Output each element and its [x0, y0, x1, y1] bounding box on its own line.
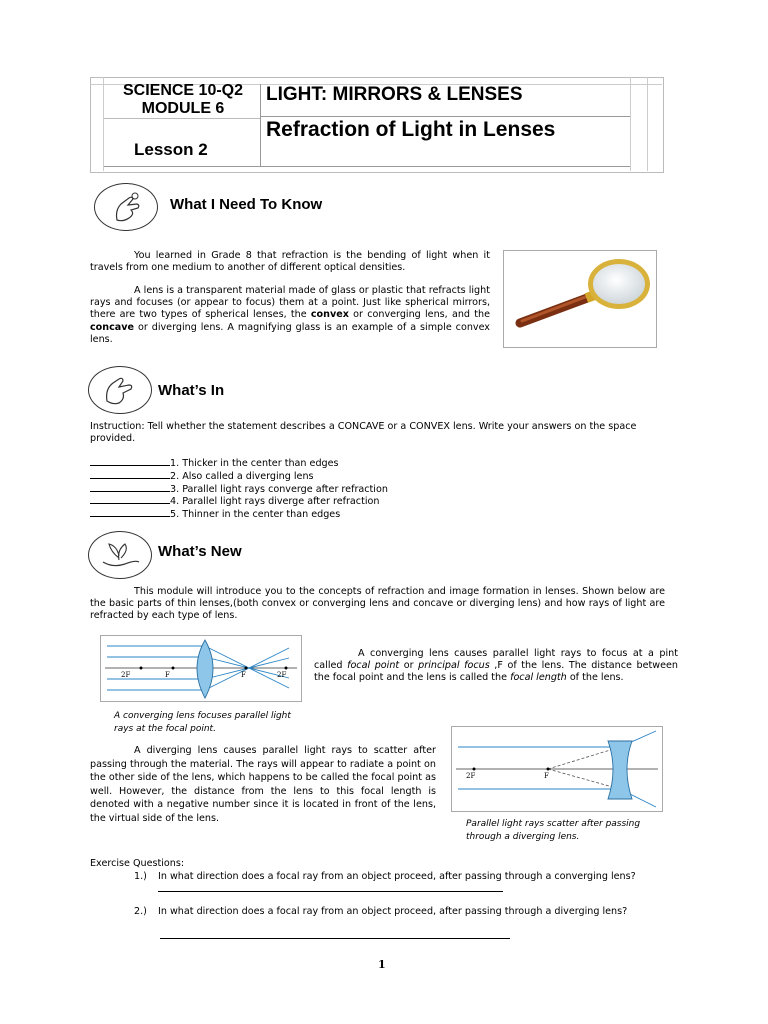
diverging-lens-caption: Parallel light rays scatter after passing through a diverging lens. — [466, 819, 641, 842]
need-to-know-paragraph-2 — [90, 285, 490, 346]
converging-lens-diagram — [100, 635, 302, 702]
header-rule — [630, 77, 631, 171]
lesson-label: Lesson 2 — [134, 140, 208, 159]
header-rule — [647, 77, 648, 171]
term-focal-length: focal length — [510, 672, 567, 684]
two-f-label: 2F — [466, 772, 476, 780]
question-2-answer-line[interactable] — [160, 938, 510, 939]
list-item — [90, 495, 510, 508]
two-f-label: 2F — [121, 671, 131, 679]
hand-icon — [88, 366, 152, 414]
header-divider — [104, 118, 260, 119]
answer-list — [90, 457, 510, 521]
text-run: A converging lens causes parallel light rays to focus at a pint called — [314, 648, 678, 672]
section-title-need-to-know: What I Need To Know — [170, 196, 323, 213]
converging-lens-caption: A converging lens focuses parallel light rays at the focal point. — [114, 711, 291, 734]
pointing-hand-icon — [94, 183, 158, 231]
term-principal-focus: principal focus — [418, 660, 490, 672]
f-label: F — [165, 671, 170, 679]
item-text: 2. Also called a diverging lens — [170, 470, 314, 482]
header-rule — [103, 77, 104, 171]
question-1-answer-line[interactable] — [158, 891, 503, 892]
exercise-title: Exercise Questions: — [90, 858, 185, 869]
item-text: 1. Thicker in the center than edges — [170, 458, 339, 469]
header-divider — [260, 116, 630, 117]
plant-hand-icon — [88, 531, 152, 579]
diverging-lens-diagram — [451, 726, 663, 812]
section-title-whats-in: What’s In — [158, 382, 225, 399]
list-item — [90, 483, 510, 496]
item-text: 5. Thinner in the center than edges — [170, 509, 341, 521]
text-run: or diverging lens. A magnifying glass is an example of a simple convex lens. — [90, 321, 490, 345]
header-divider — [260, 84, 261, 166]
question-2-number: 2.) — [134, 906, 147, 917]
page-number: 1 — [378, 958, 386, 971]
text-run: of the lens. — [566, 672, 624, 684]
course-label — [107, 82, 259, 118]
question-1-number: 1.) — [134, 871, 147, 882]
unit-title: LIGHT: MIRRORS & LENSES — [266, 84, 523, 105]
f-label: F — [544, 772, 549, 780]
answer-blank[interactable] — [90, 470, 170, 479]
answer-blank[interactable] — [90, 508, 170, 517]
list-item — [90, 470, 510, 483]
text-run: or converging lens, and the — [348, 309, 490, 321]
list-item — [90, 508, 510, 521]
diverging-lens-description: A diverging lens causes parallel light rays to scatter after passing through the material. The rays will appear to radiate a point on the other side of the lens, which happens to be called the focal point as well. However, the distance from the lens to this focal length is denoted with a negative number since it is located in front of the lens, the virtual side of the lens. — [90, 745, 436, 824]
item-text: 4. Parallel light rays diverge after refraction — [170, 496, 380, 508]
header-divider — [104, 166, 630, 167]
question-1-text: In what direction does a focal ray from an object proceed, after passing through a converging lens? — [158, 871, 636, 882]
need-to-know-paragraph-1: You learned in Grade 8 that refraction is the bending of light when it travels from one medium to another of different optical densities. — [90, 250, 490, 274]
section-title-whats-new: What’s New — [158, 543, 242, 560]
term-convex: convex — [310, 309, 349, 321]
question-2-text: In what direction does a focal ray from an object proceed, after passing through a diverging lens? — [158, 906, 628, 917]
text-run: or — [399, 660, 419, 672]
lesson-title: Refraction of Light in Lenses — [266, 118, 556, 141]
converging-lens-description — [314, 648, 678, 685]
answer-blank[interactable] — [90, 457, 170, 466]
text-run: ,F of the lens. The distance between the focal point and the lens is called the — [314, 660, 679, 684]
course-line-2: MODULE 6 — [141, 100, 225, 117]
term-focal-point: focal point — [347, 660, 400, 672]
f-label: F — [241, 671, 246, 679]
magnifying-glass-image — [503, 250, 657, 348]
course-line-1: SCIENCE 10-Q2 — [122, 82, 244, 99]
whats-in-instruction: Instruction: Tell whether the statement describes a CONCAVE or a CONVEX lens. Write your answers on the space provided. — [90, 421, 637, 445]
list-item — [90, 457, 510, 470]
answer-blank[interactable] — [90, 495, 170, 504]
text-run: A lens is a transparent material made of glass or plastic that refracts light rays and focuses (or appear to focus) them at a point. Just like spherical mirrors, there are two types of spherical lenses, the — [90, 285, 490, 321]
whats-new-intro: This module will introduce you to the concepts of refraction and image formation in lenses. Shown below are the basic parts of thin lenses,(both convex or converging lens and concave or diverging lens) and how rays of light are refracted by each type of lens. — [90, 586, 665, 622]
item-text: 3. Parallel light rays converge after refraction — [170, 483, 388, 495]
answer-blank[interactable] — [90, 483, 170, 492]
two-f-label: 2F — [277, 671, 287, 679]
term-concave: concave — [90, 321, 135, 333]
